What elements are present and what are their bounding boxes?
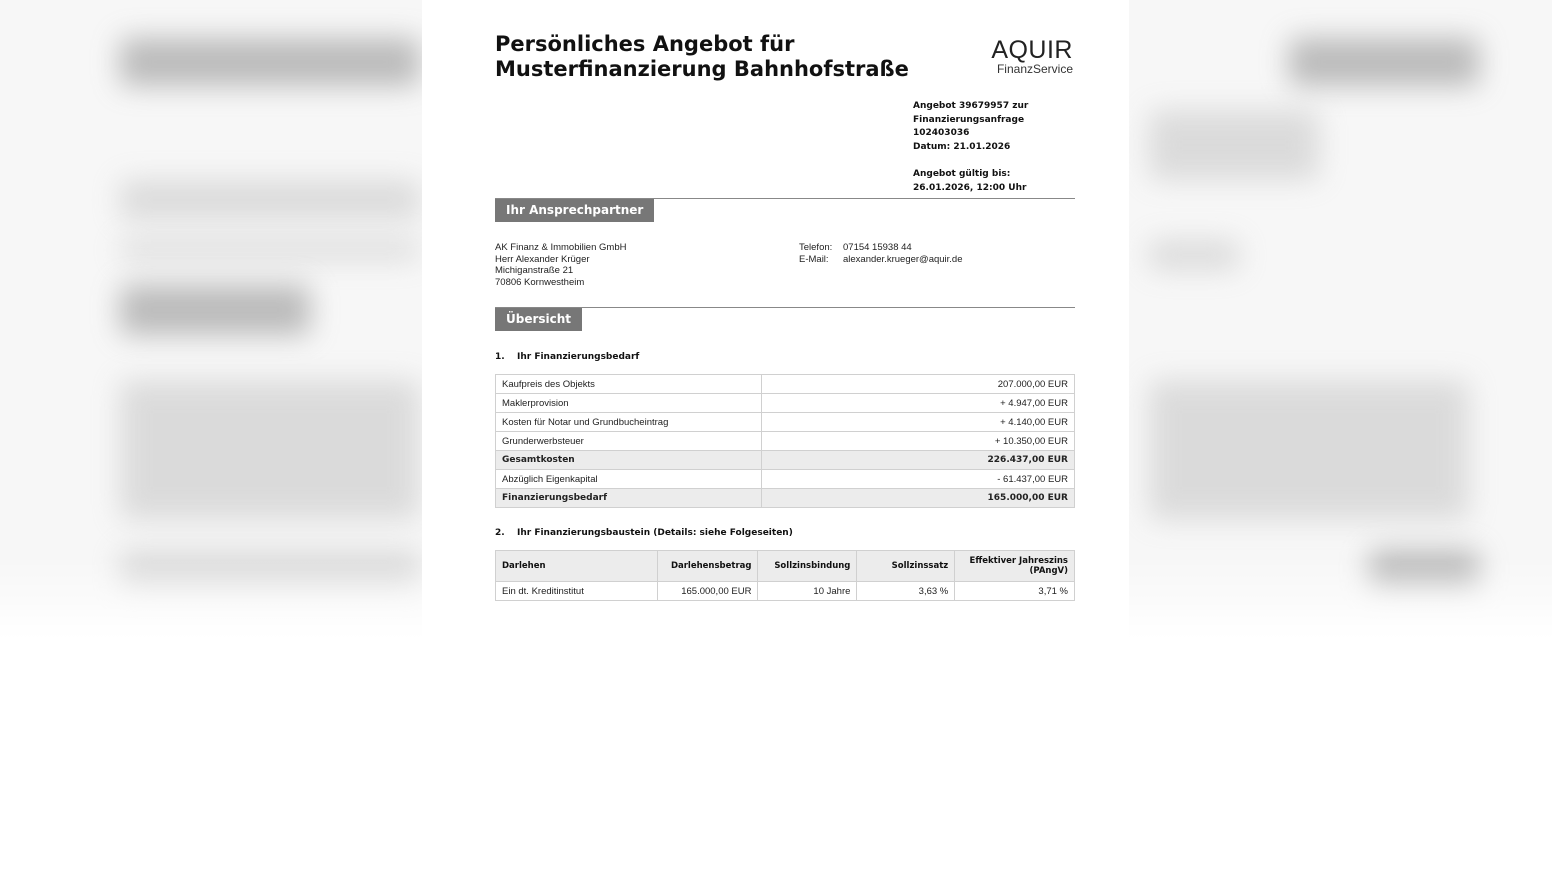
row-label: Abzüglich Eigenkapital (496, 470, 762, 489)
title-line-1: Persönliches Angebot für (495, 32, 795, 56)
column-header: Darlehen (496, 551, 658, 582)
nominal-rate-cell: 3,63 % (857, 582, 955, 601)
heading-number: 1. (495, 352, 505, 362)
table-header-row (496, 551, 1075, 582)
lender-cell: Ein dt. Kreditinstitut (496, 582, 658, 601)
column-header: Darlehensbetrag (657, 551, 758, 582)
total-row (496, 451, 1075, 470)
row-label: Kosten für Notar und Grundbucheintrag (496, 413, 762, 432)
row-value: 165.000,00 EUR (762, 489, 1075, 508)
contact-details (799, 242, 963, 265)
offer-metadata (913, 100, 1075, 195)
column-header: Sollzinssatz (857, 551, 955, 582)
contact-person: Herr Alexander Krüger (495, 253, 590, 265)
row-label: Maklerprovision (496, 394, 762, 413)
logo-wordmark: AQUIR (991, 36, 1073, 64)
row-value: 226.437,00 EUR (762, 451, 1075, 470)
table-row (496, 375, 1075, 394)
offer-number: Angebot 39679957 zur (913, 101, 1029, 111)
request-number: Finanzierungsanfrage 102403036 (913, 114, 1025, 138)
effective-rate-cell: 3,71 % (955, 582, 1075, 601)
logo-subtitle: FinanzService (996, 62, 1073, 76)
overview-section-header: Übersicht (495, 308, 582, 331)
heading-number: 2. (495, 528, 505, 538)
fixed-rate-period-cell: 10 Jahre (758, 582, 857, 601)
contact-section-header: Ihr Ansprechpartner (495, 199, 654, 222)
row-value: 207.000,00 EUR (762, 375, 1075, 394)
row-value: + 10.350,00 EUR (762, 432, 1075, 451)
table-row (496, 582, 1075, 601)
phone-label: Telefon: (799, 242, 833, 253)
amount-cell: 165.000,00 EUR (657, 582, 758, 601)
validity-label: Angebot gültig bis: (913, 169, 1011, 179)
row-label: Finanzierungsbedarf (496, 489, 762, 508)
heading-text: Ihr Finanzierungsbaustein (Details: siehe Folgeseiten) (517, 528, 793, 538)
company-logo (991, 38, 1073, 76)
row-value: + 4.140,00 EUR (762, 413, 1075, 432)
financing-need-heading (495, 352, 639, 362)
contact-city: 70806 Kornwestheim (495, 276, 585, 288)
offer-date: Datum: 21.01.2026 (913, 141, 1011, 152)
document-page (422, 0, 1129, 640)
contact-address (495, 242, 626, 288)
email-address: alexander.krueger@aquir.de (843, 253, 963, 265)
row-label: Kaufpreis des Objekts (496, 375, 762, 394)
table-row (496, 413, 1075, 432)
phone-number: 07154 15938 44 (843, 242, 912, 253)
document-content (495, 32, 1075, 597)
loan-component-heading (495, 528, 793, 538)
heading-text: Ihr Finanzierungsbedarf (517, 352, 640, 362)
document-title (495, 32, 915, 82)
column-header: Sollzinsbindung (758, 551, 857, 582)
total-row (496, 489, 1075, 508)
contact-street: Michiganstraße 21 (495, 265, 574, 276)
row-label: Grunderwerbsteuer (496, 432, 762, 451)
validity-date: 26.01.2026, 12:00 Uhr (913, 182, 1027, 193)
email-label: E-Mail: (799, 253, 829, 265)
table-row (496, 394, 1075, 413)
table-row (496, 470, 1075, 489)
contact-company: AK Finanz & Immobilien GmbH (495, 242, 627, 253)
table-row (496, 432, 1075, 451)
financing-need-table (495, 374, 1075, 508)
title-line-2: Musterfinanzierung Bahnhofstraße (495, 57, 909, 81)
blurred-background-left (0, 0, 422, 640)
loan-component-table (495, 550, 1075, 601)
column-header: Effektiver Jahreszins (PAngV) (955, 551, 1075, 582)
blurred-background-right (1129, 0, 1552, 640)
row-value: - 61.437,00 EUR (762, 470, 1075, 489)
row-label: Gesamtkosten (496, 451, 762, 470)
row-value: + 4.947,00 EUR (762, 394, 1075, 413)
